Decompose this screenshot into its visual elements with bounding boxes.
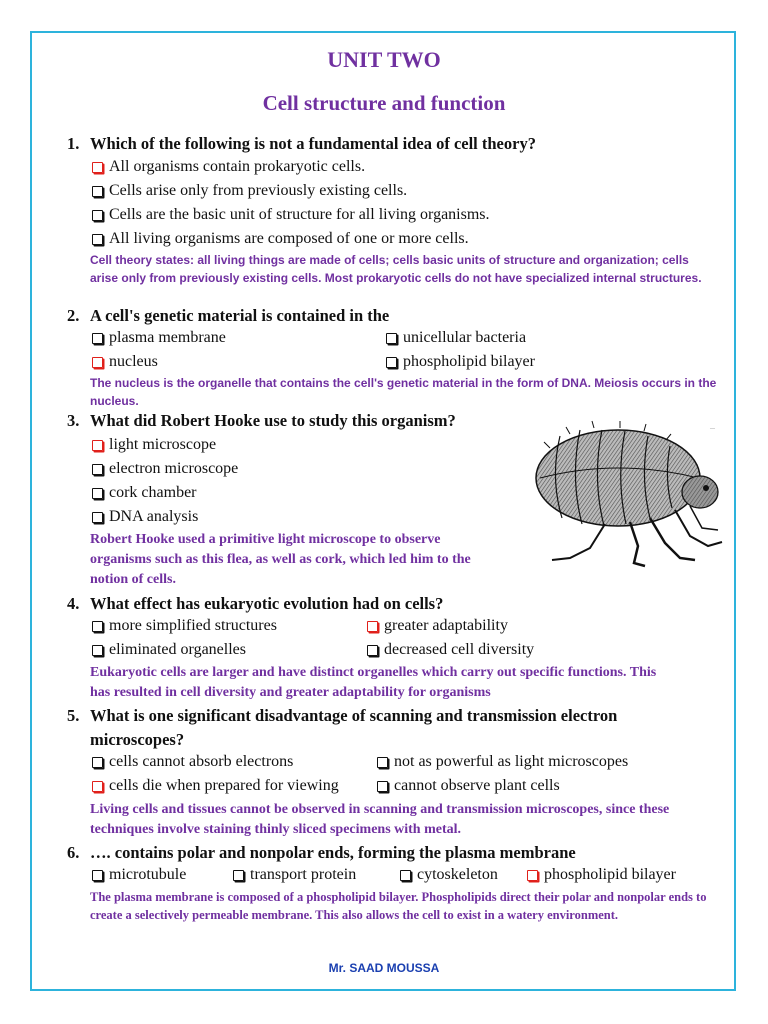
question-5 xyxy=(67,706,617,726)
explanation-line: techniques involve staining thinly sliced specimens with metal. xyxy=(90,822,462,837)
checkbox-icon[interactable] xyxy=(92,210,103,221)
option-label: cytoskeleton xyxy=(417,866,498,883)
option-label: not as powerful as light microscopes xyxy=(394,753,629,770)
checkbox-icon[interactable] xyxy=(92,333,103,344)
checkbox-icon[interactable] xyxy=(377,757,388,768)
option-q1-c[interactable] xyxy=(92,206,490,224)
author-footer: Mr. SAAD MOUSSA xyxy=(328,961,440,975)
question-4 xyxy=(67,594,443,614)
question-number: 1. xyxy=(67,134,80,153)
option-q1-a[interactable] xyxy=(92,158,365,176)
option-label: light microscope xyxy=(109,436,217,453)
checkbox-icon[interactable] xyxy=(92,488,103,499)
option-label: Cells are the basic unit of structure for all living organisms. xyxy=(109,206,490,223)
checkbox-icon[interactable] xyxy=(92,357,103,368)
option-label: All living organisms are composed of one or more cells. xyxy=(109,230,469,247)
checkbox-icon[interactable] xyxy=(92,870,103,881)
checkbox-icon[interactable] xyxy=(400,870,411,881)
checkbox-icon[interactable] xyxy=(377,781,388,792)
explanation-q2: The nucleus is the organelle that contains the cell's genetic material in the form of DNA. Meiosis occurs in the nucleus. xyxy=(90,376,717,408)
explanation-q4 xyxy=(90,663,656,703)
question-5-continued: microscopes? xyxy=(90,730,185,749)
option-label: nucleus xyxy=(109,353,158,370)
question-text: What is one significant disadvantage of scanning and transmission electron xyxy=(90,706,618,725)
question-2 xyxy=(67,306,389,326)
explanation-line: has resulted in cell diversity and greater adaptability for organisms xyxy=(90,685,491,700)
option-label: unicellular bacteria xyxy=(403,329,527,346)
option-label: All organisms contain prokaryotic cells. xyxy=(109,158,366,175)
option-q4-a[interactable] xyxy=(92,617,277,635)
option-q5-a[interactable] xyxy=(92,753,293,771)
checkbox-icon[interactable] xyxy=(367,621,378,632)
option-q3-d[interactable] xyxy=(92,508,198,526)
explanation-q6: The plasma membrane is composed of a phospholipid bilayer. Phospholipids direct their polar and nonpolar ends to create a selectively permeable membrane. This also allows the cell to exist in a watery environment. xyxy=(90,890,707,922)
option-label: decreased cell diversity xyxy=(384,641,535,658)
question-number: 6. xyxy=(67,843,80,862)
option-q6-d[interactable] xyxy=(527,866,676,884)
question-number: 5. xyxy=(67,706,80,725)
option-q2-d[interactable] xyxy=(386,353,535,371)
checkbox-icon[interactable] xyxy=(92,512,103,523)
option-label: plasma membrane xyxy=(109,329,226,346)
question-number: 3. xyxy=(67,411,80,430)
question-1 xyxy=(67,134,536,154)
checkbox-icon[interactable] xyxy=(92,621,103,632)
unit-title: UNIT TWO xyxy=(327,47,441,72)
checkbox-icon[interactable] xyxy=(386,333,397,344)
option-q6-b[interactable] xyxy=(233,866,356,884)
option-q1-b[interactable] xyxy=(92,182,407,200)
explanation-q1: Cell theory states: all living things are made of cells; cells basic units of structure and organization; cells arise only from previously existing cells. Most prokaryotic cells do not have specialized internal structures. xyxy=(90,253,702,285)
option-q3-a[interactable] xyxy=(92,436,216,454)
checkbox-icon[interactable] xyxy=(92,781,103,792)
explanation-q5 xyxy=(90,800,669,840)
option-label: cells die when prepared for viewing xyxy=(109,777,339,794)
checkbox-icon[interactable] xyxy=(92,757,103,768)
svg-text:—: — xyxy=(710,427,715,432)
explanation-line: Robert Hooke used a primitive light microscope to observe xyxy=(90,532,441,547)
checkbox-icon[interactable] xyxy=(92,645,103,656)
option-q2-a[interactable] xyxy=(92,329,226,347)
option-label: Cells arise only from previously existing cells. xyxy=(109,182,408,199)
checkbox-icon[interactable] xyxy=(92,464,103,475)
option-q5-d[interactable] xyxy=(377,777,560,795)
option-label: cells cannot absorb electrons xyxy=(109,753,294,770)
question-3 xyxy=(67,411,456,431)
option-q5-c[interactable] xyxy=(92,777,339,795)
option-q1-d[interactable] xyxy=(92,230,469,248)
checkbox-icon[interactable] xyxy=(92,234,103,245)
option-label: greater adaptability xyxy=(384,617,508,634)
question-text: Which of the following is not a fundamental idea of cell theory? xyxy=(90,134,536,153)
option-label: phospholipid bilayer xyxy=(403,353,535,370)
explanation-line: Eukaryotic cells are larger and have distinct organelles which carry out specific functions. This xyxy=(90,665,657,680)
option-q4-c[interactable] xyxy=(92,641,246,659)
option-q3-b[interactable] xyxy=(92,460,238,478)
option-label: more simplified structures xyxy=(109,617,277,634)
question-text: …. contains polar and nonpolar ends, forming the plasma membrane xyxy=(90,843,576,862)
option-q6-c[interactable] xyxy=(400,866,498,884)
option-q4-d[interactable] xyxy=(367,641,534,659)
option-q5-b[interactable] xyxy=(377,753,628,771)
option-q2-b[interactable] xyxy=(386,329,526,347)
checkbox-icon[interactable] xyxy=(527,870,538,881)
option-q3-c[interactable] xyxy=(92,484,197,502)
question-text: A cell's genetic material is contained in the xyxy=(90,306,390,325)
option-label: eliminated organelles xyxy=(109,641,246,658)
option-q2-c[interactable] xyxy=(92,353,158,371)
flea-illustration xyxy=(530,418,725,568)
option-label: cork chamber xyxy=(109,484,197,501)
checkbox-icon[interactable] xyxy=(233,870,244,881)
option-label: DNA analysis xyxy=(109,508,199,525)
checkbox-icon[interactable] xyxy=(92,162,103,173)
checkbox-icon[interactable] xyxy=(92,186,103,197)
option-label: cannot observe plant cells xyxy=(394,777,560,794)
explanation-line: Living cells and tissues cannot be observed in scanning and transmission microscopes, since these xyxy=(90,802,670,817)
question-number: 2. xyxy=(67,306,80,325)
question-text: What effect has eukaryotic evolution had on cells? xyxy=(90,594,444,613)
page-title: Cell structure and function xyxy=(262,91,506,115)
option-q4-b[interactable] xyxy=(367,617,508,635)
option-label: electron microscope xyxy=(109,460,239,477)
option-q6-a[interactable] xyxy=(92,866,186,884)
question-number: 4. xyxy=(67,594,80,613)
question-6 xyxy=(67,843,576,863)
checkbox-icon[interactable] xyxy=(92,440,103,451)
option-label: microtubule xyxy=(109,866,187,883)
explanation-q3 xyxy=(90,530,471,590)
checkbox-icon[interactable] xyxy=(386,357,397,368)
question-text: What did Robert Hooke use to study this organism? xyxy=(90,411,456,430)
explanation-line: notion of cells. xyxy=(90,572,176,587)
checkbox-icon[interactable] xyxy=(367,645,378,656)
explanation-line: organisms such as this flea, as well as cork, which led him to the xyxy=(90,552,471,567)
option-label: phospholipid bilayer xyxy=(544,866,676,883)
option-label: transport protein xyxy=(250,866,357,883)
